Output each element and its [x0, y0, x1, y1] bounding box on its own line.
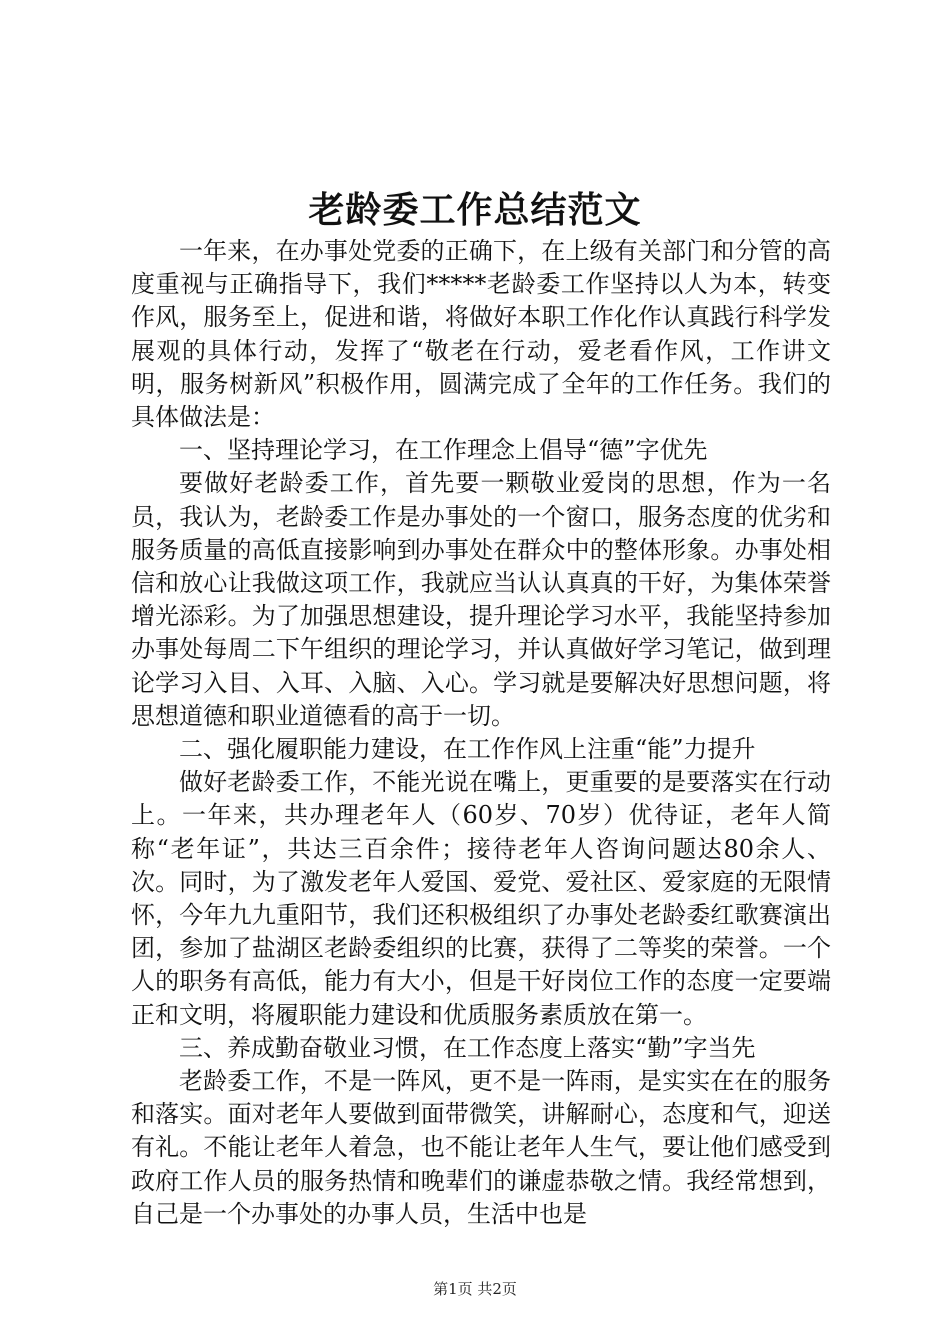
section-paragraph-2: 做好老龄委工作，不能光说在嘴上，更重要的是要落实在行动上。一年来，共办理老年人（60岁、70岁）优待证，老年人简称“老年证”，共达三百余件；接待老年人咨询问题达80余人、次。同时，为了激发老年人爱国、爱党、爱社区、爱家庭的无限情怀，今年九九重阳节，我们还积极组织了办事处老龄委红歌赛演出团，参加了盐湖区老龄委组织的比赛，获得了二等奖的荣誉。一个人的职务有高低，能力有大小，但是干好岗位工作的态度一定要端正和文明，将履职能力建设和优质服务素质放在第一。	[131, 768, 831, 1029]
intro-paragraph: 一年来，在办事处党委的正确下，在上级有关部门和分管的高度重视与正确指导下，我们*****老龄委工作坚持以人为本，转变作风，服务至上，促进和谐，将做好本职工作化作认真践行科学发展观的具体行动，发挥了“敬老在行动，爱老看作风，工作讲文明，服务树新风”积极作用，圆满完成了全年的工作任务。我们的具体做法是：	[131, 237, 831, 432]
section-paragraph-3: 老龄委工作，不是一阵风，更不是一阵雨，是实实在在的服务和落实。面对老年人要做到面带微笑，讲解耐心，态度和气，迎送有礼。不能让老年人着急，也不能让老年人生气，要让他们感受到政府工作人员的服务热情和晚辈们的谦虚恭敬之情。我经常想到，自己是一个办事处的办事人员，生活中也是	[131, 1067, 831, 1228]
document-body	[131, 235, 831, 1231]
document-title: 老龄委工作总结范文	[308, 189, 642, 231]
section-paragraph-1: 要做好老龄委工作，首先要一颗敬业爱岗的思想，作为一名员，我认为，老龄委工作是办事处的一个窗口，服务态度的优劣和服务质量的高低直接影响到办事处在群众中的整体形象。办事处相信和放心让我做这项工作，我就应当认认真真的干好，为集体荣誉增光添彩。为了加强思想建设，提升理论学习水平，我能坚持参加办事处每周二下午组织的理论学习，并认真做好学习笔记，做到理论学习入目、入耳、入脑、入心。学习就是要解决好思想问题，将思想道德和职业道德看的高于一切。	[131, 469, 831, 730]
section-heading-2: 二、强化履职能力建设，在工作作风上注重“能”力提升	[179, 735, 756, 764]
section-heading-3: 三、养成勤奋敬业习惯，在工作态度上落实“勤”字当先	[179, 1033, 756, 1062]
page-footer: 第1页 共2页	[433, 1280, 517, 1298]
section-heading-1: 一、坚持理论学习，在工作理念上倡导“德”字优先	[179, 436, 708, 465]
